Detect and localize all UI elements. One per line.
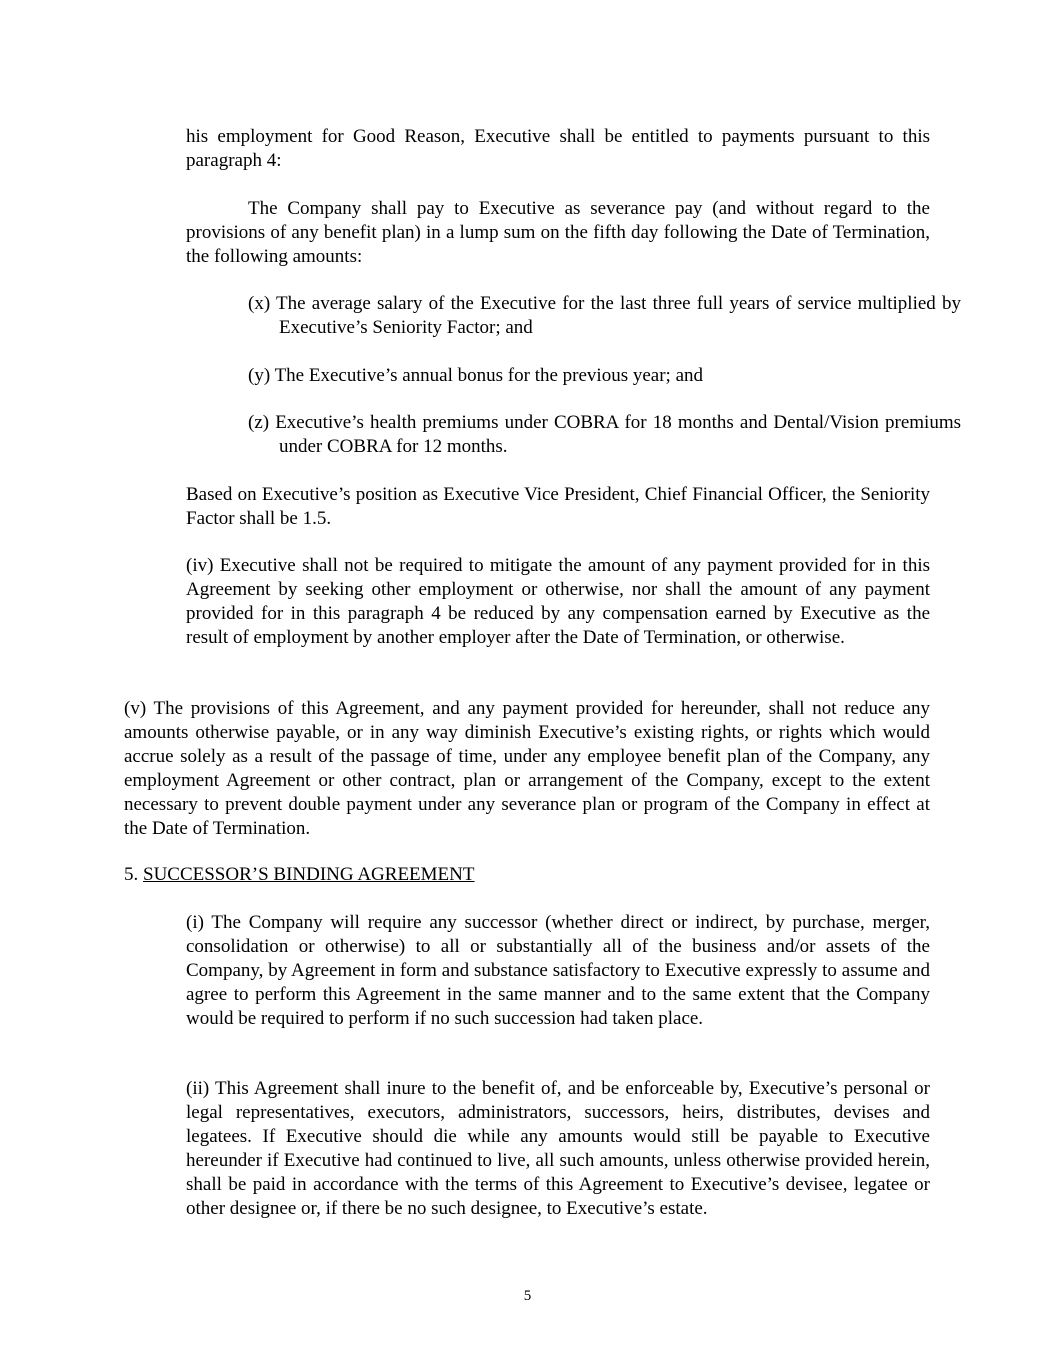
list-item-y [248, 364, 961, 388]
list-text-y: The Executive’s annual bonus for the previous year; and [274, 365, 703, 386]
section-5-title: SUCCESSOR’S BINDING AGREEMENT [143, 864, 475, 885]
list-item-z [248, 411, 961, 459]
list-text-x: The average salary of the Executive for the last three full years of service multiplied by Executive’s Seniority Factor; and [276, 293, 961, 338]
list-marker-x: (x) [248, 293, 271, 314]
list-marker-z: (z) [248, 412, 270, 433]
section-5-number: 5. [124, 864, 139, 885]
list-text-z: Executive’s health premiums under COBRA for 18 months and Dental/Vision premiums under COBRA for 12 months. [275, 412, 961, 457]
list-marker-y: (y) [248, 365, 271, 386]
section-5-paragraph-ii: (ii) This Agreement shall inure to the benefit of, and be enforceable by, Executive’s personal or legal representatives, executors, administrators, successors, heirs, distributes, devises and legatees. If Executive should die while any amounts would still be payable to Executive hereunder if Executive had continued to live, all such amounts, unless otherwise provided herein, shall be paid in accordance with the terms of this Agreement to Executive’s devisee, legatee or other designee or, if there be no such designee, to Executive’s estate. [186, 1078, 930, 1219]
seniority-factor-paragraph: Based on Executive’s position as Executive Vice President, Chief Financial Officer, the Seniority Factor shall be 1.5. [186, 484, 930, 529]
page-number: 5 [523, 1288, 532, 1304]
paragraph-iv: (iv) Executive shall not be required to mitigate the amount of any payment provided for in this Agreement by seeking other employment or otherwise, nor shall the amount of any payment provided for in this paragraph 4 be reduced by any compensation earned by Executive as the result of employment by another employer after the Date of Termination, or otherwise. [186, 555, 930, 648]
severance-intro-paragraph: The Company shall pay to Executive as severance pay (and without regard to the provisions of any benefit plan) in a lump sum on the fifth day following the Date of Termination, the following amounts: [186, 198, 930, 267]
section-5-paragraph-i: (i) The Company will require any successor (whether direct or indirect, by purchase, merger, consolidation or otherwise) to all or substantially all of the business and/or assets of the Company, by Agreement in form and substance satisfactory to Executive expressly to assume and agree to perform this Agreement in the same manner and to the same extent that the Company would be required to perform if no such succession had taken place. [186, 912, 930, 1029]
intro-continuation-paragraph: his employment for Good Reason, Executive shall be entitled to payments pursuant to this paragraph 4: [186, 126, 930, 171]
list-item-x [248, 292, 961, 340]
paragraph-v: (v) The provisions of this Agreement, and any payment provided for hereunder, shall not reduce any amounts otherwise payable, or in any way diminish Executive’s existing rights, or rights which would accrue solely as a result of the passage of time, under any employee benefit plan of the Company, any employment Agreement or other contract, plan or arrangement of the Company, except to the extent necessary to prevent double payment under any severance plan or program of the Company in effect at the Date of Termination. [124, 698, 930, 839]
section-5-heading [124, 863, 474, 887]
